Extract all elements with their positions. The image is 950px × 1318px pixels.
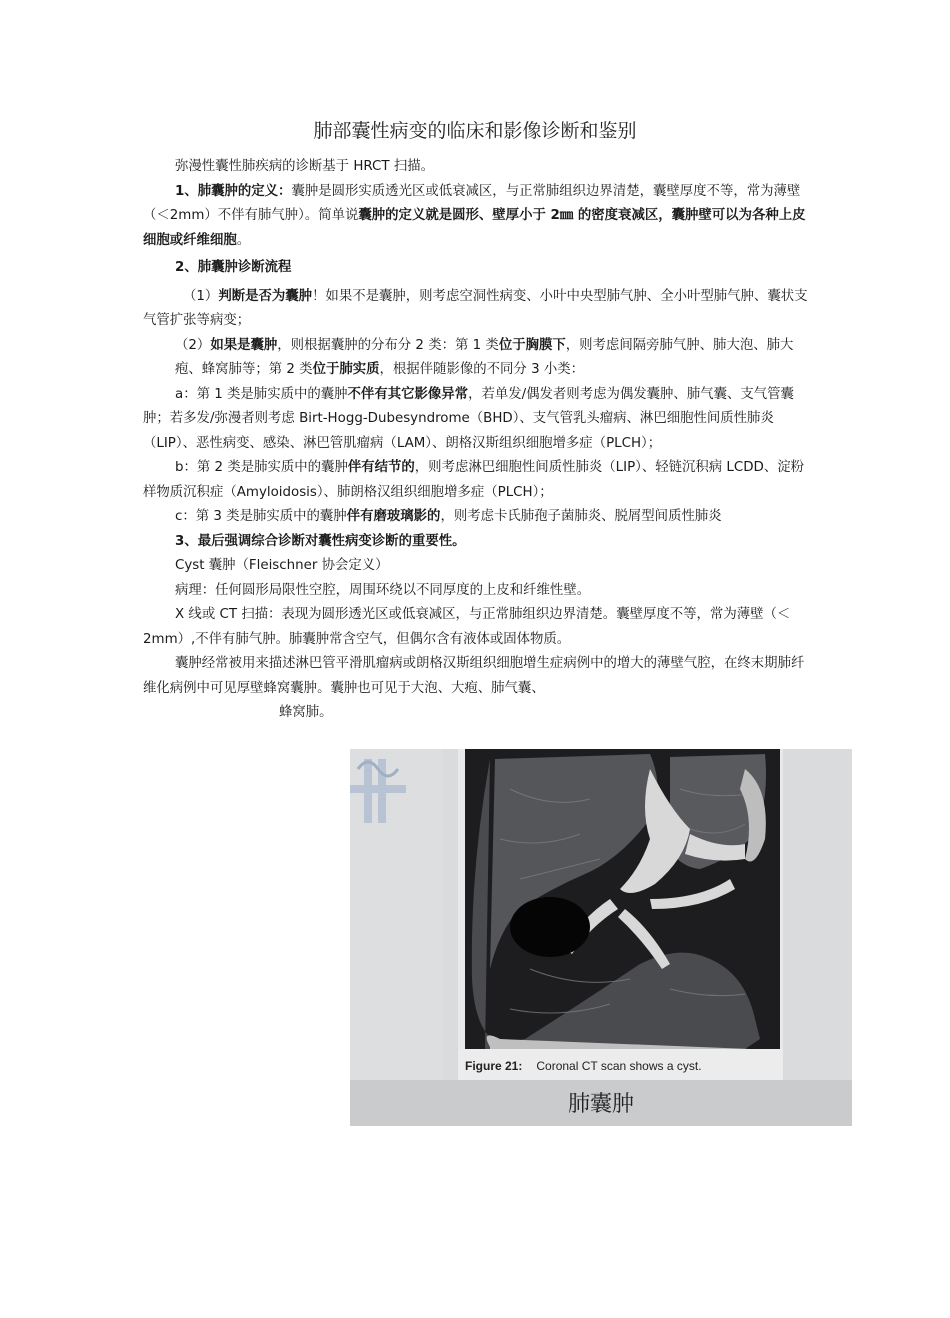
paragraph-class-c: c：第 3 类是肺实质中的囊肿伴有磨玻璃影的，则考虑卡氏肺孢子菌肺炎、脱屑型间质性肺炎	[175, 509, 722, 524]
figure-inner-caption: Figure 21: Coronal CT scan shows a cyst.	[465, 1059, 702, 1073]
paragraph-class-b: b：第 2 类是肺实质中的囊肿伴有结节的，则考虑淋巴细胞性间质性肺炎（LIP）、轻链沉积病 LCDD、淀粉样物质沉积症（Amyloidosis）、肺朗格汉组织细胞增多症（PLCH）；	[143, 460, 805, 500]
ct-scan-figure	[350, 749, 852, 1126]
figure-caption: 肺囊肿	[567, 1092, 634, 1117]
page-title: 肺部囊性病变的临床和影像诊断和鉴别	[313, 120, 637, 142]
paragraph-usage: 囊肿经常被用来描述淋巴管平滑肌瘤病或朗格汉斯组织细胞增生症病例中的增大的薄壁气腔，在终末期肺纤维化病例中可见厚壁蜂窝囊肿。囊肿也可见于大泡、大疱、肺气囊、	[143, 656, 805, 696]
paragraph-class-a: a：第 1 类是肺实质中的囊肿不伴有其它影像异常，若单发/偶发者则考虑为偶发囊肿、肺气囊、支气管囊肿；若多发/弥漫者则考虑 Birt-Hogg-Dubesyndrome（BHD）、支气管乳头瘤病、淋巴细胞性间质性肺炎（LIP）、恶性病变、感染、淋巴管肌瘤病（LAM）、朗格汉斯组织细胞增多症（PLCH）；	[143, 386, 794, 451]
cyst-lesion	[510, 897, 590, 957]
paragraph-cyst-definition: Cyst 囊肿（Fleischner 协会定义）	[175, 558, 389, 573]
paragraph-step-1: （1）判断是否为囊肿！如果不是囊肿，则考虑空洞性病变、小叶中央型肺气肿、全小叶型肺气肿、囊状支气管扩张等病变；	[143, 288, 808, 328]
paragraph-pathology: 病理：任何圆形局限性空腔，周围环绕以不同厚度的上皮和纤维性壁。	[175, 582, 591, 598]
paragraph-definition: 1、肺囊肿的定义：囊肿是圆形实质透光区或低衰减区，与正常肺组织边界清楚，囊壁厚度不等，常为薄壁（＜2mm）不伴有肺气肿）。简单说囊肿的定义就是圆形、壁厚小于 2㎜ 的密度衰减区，囊肿壁可以为各种上皮细胞或纤维细胞。	[143, 183, 806, 248]
paragraph-usage-end: 蜂窝肺。	[279, 705, 333, 720]
paragraph-flow-heading: 2、肺囊肿诊断流程	[175, 260, 292, 275]
paragraph-conclusion: 3、最后强调综合诊断对囊性病变诊断的重要性。	[175, 533, 466, 549]
logo-icon	[350, 749, 442, 1080]
paragraph-imaging: X 线或 CT 扫描：表现为圆形透光区或低衰减区，与正常肺组织边界清楚。囊壁厚度不等，常为薄壁（＜2mm）,不伴有肺气肿。肺囊肿常含空气，但偶尔含有液体或固体物质。	[143, 607, 791, 647]
paragraph-intro: 弥漫性囊性肺疾病的诊断基于 HRCT 扫描。	[175, 159, 434, 174]
paragraph-step-2: （2）如果是囊肿，则根据囊肿的分布分 2 类：第 1 类位于胸膜下，则考虑间隔旁肺气肿、肺大泡、肺大疱、蜂窝肺等；第 2 类位于肺实质，根据伴随影像的不同分 3 小类：	[175, 337, 794, 377]
document-body	[143, 155, 811, 726]
